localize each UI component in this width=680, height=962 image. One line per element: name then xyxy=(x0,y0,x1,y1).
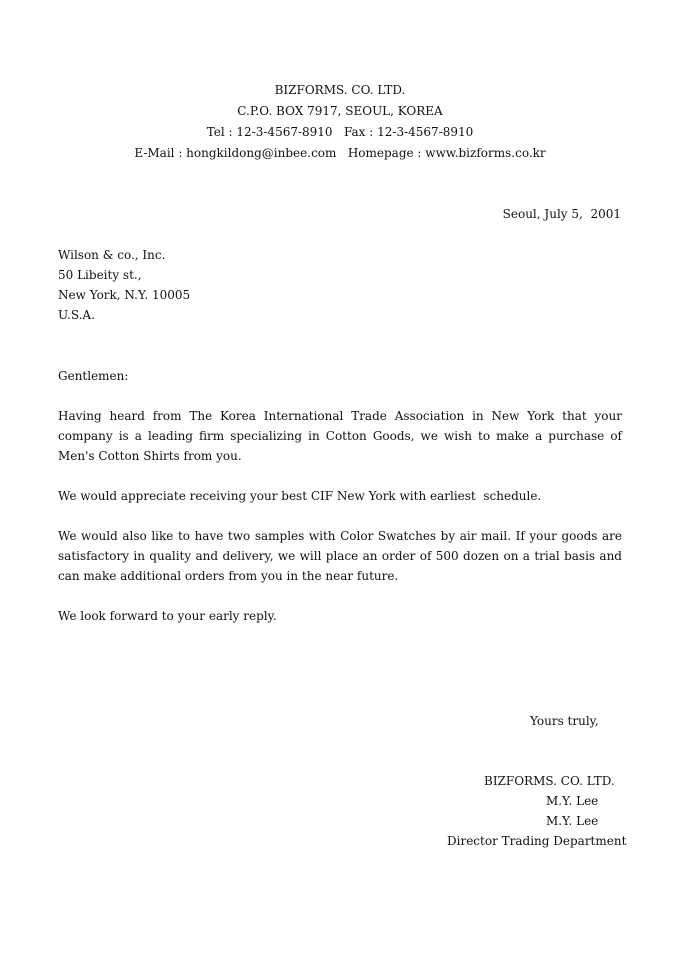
letterhead-address: C.P.O. BOX 7917, SEOUL, KOREA xyxy=(237,104,443,118)
recipient-line: New York, N.Y. 10005 xyxy=(58,288,191,302)
recipient-line: Wilson & co., Inc. xyxy=(58,248,166,262)
signature-printed-name: M.Y. Lee xyxy=(546,814,599,828)
signature-signed-name: M.Y. Lee xyxy=(546,794,599,808)
letterhead-phone-fax: Tel : 12-3-4567-8910 Fax : 12-3-4567-8910 xyxy=(206,125,474,139)
letter-date: Seoul, July 5, 2001 xyxy=(502,207,621,221)
salutation: Gentlemen: xyxy=(58,369,129,383)
letterhead-company: BIZFORMS. CO. LTD. xyxy=(274,83,406,97)
signature-company: BIZFORMS. CO. LTD. xyxy=(484,774,615,788)
body-paragraph: Having heard from The Korea International Trade Association in New York that your company is a leading firm specializing in Cotton Goods, we wish to make a purchase of Men's Cotton Shirts from you. xyxy=(58,409,622,463)
body-paragraph: We would also like to have two samples with Color Swatches by air mail. If your goods are satisfactory in quality and delivery, we will place an order of 500 dozen on a trial basis and can make additional orders from you in the near future. xyxy=(58,529,622,583)
complimentary-close: Yours truly, xyxy=(530,714,599,728)
letterhead-email-web: E-Mail : hongkildong@inbee.com Homepage : www.bizforms.co.kr xyxy=(134,146,546,160)
signature-title: Director Trading Department xyxy=(447,834,627,848)
signature-block xyxy=(440,771,627,851)
body-paragraph: We would appreciate receiving your best CIF New York with earliest schedule. xyxy=(58,489,542,503)
recipient-address xyxy=(58,245,190,325)
letterhead xyxy=(0,80,680,164)
recipient-line: 50 Libeity st., xyxy=(58,268,142,282)
recipient-line: U.S.A. xyxy=(58,308,95,322)
body-paragraph: We look forward to your early reply. xyxy=(58,609,277,623)
